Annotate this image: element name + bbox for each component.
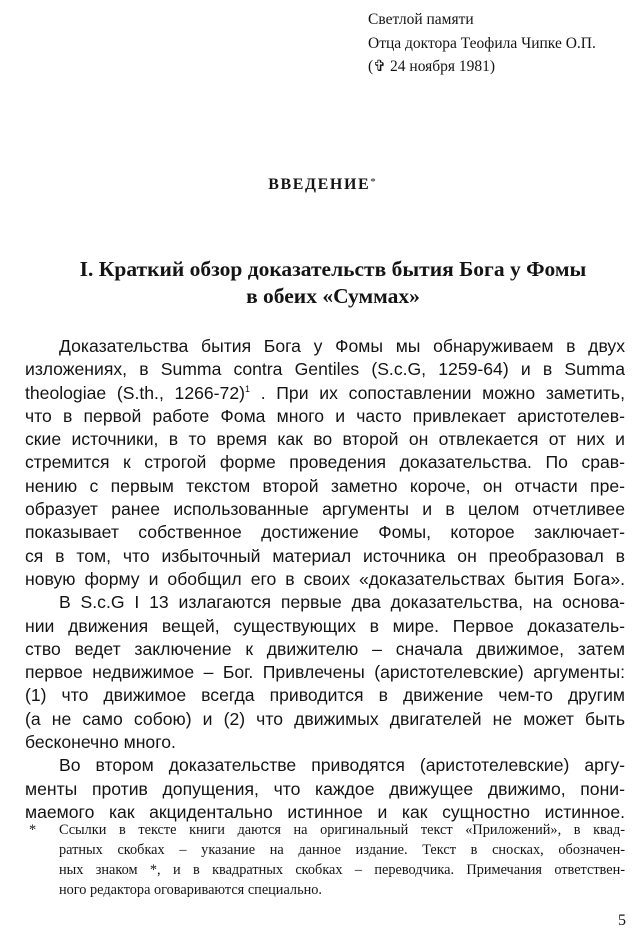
text-line: нению с первым текстом второй заметно короче, он отчасти пре- bbox=[25, 475, 625, 496]
body-text bbox=[25, 335, 625, 824]
intro-heading-text: ВВЕДЕНИЕ bbox=[268, 176, 371, 193]
intro-heading bbox=[0, 176, 644, 194]
footnote-line: ного редактора оговариваются специально. bbox=[59, 882, 322, 898]
text-line: первое недвижимое – Бог. Привлечены (аристотелевские) аргументы: bbox=[25, 662, 625, 683]
text-line: ство ведет заключение к движителю – сначала движимое, затем bbox=[25, 638, 625, 659]
text-line: новую форму и обобщил его в своих «доказательствах бытия Бога». bbox=[25, 568, 625, 589]
text-line: нии движения вещей, существующих в мире. Первое доказатель- bbox=[25, 615, 625, 636]
text-line: бесконечно много. bbox=[25, 732, 176, 753]
text-line: показывает собственное достижение Фомы, которое заключает- bbox=[25, 522, 625, 543]
footnote bbox=[25, 820, 625, 900]
intro-footnote-marker: * bbox=[370, 176, 376, 188]
text-line: Во втором доказательстве приводятся (аристотелевские) аргу- bbox=[59, 755, 625, 776]
section-title-line: I. Краткий обзор доказательств бытия Бога у Фомы bbox=[79, 257, 587, 281]
footnote-line: ных знаком *, и в квадратных скобках – переводчика. Примечания ответствен- bbox=[59, 862, 625, 878]
text-line: (а не само собою) и (2) что движимых двигателей не может быть bbox=[25, 708, 625, 729]
text-fragment: . При их сопоставлении можно заметить, bbox=[249, 382, 625, 403]
text-line bbox=[25, 382, 625, 405]
text-line: стремится к строгой форме проведения доказательства. По срав- bbox=[25, 452, 625, 473]
dedication-line: Светлой памяти bbox=[368, 11, 474, 28]
text-line: маемого как акцидентально истинное и как сущностно истинное. bbox=[25, 801, 625, 822]
text-line: образует ранее использованные аргументы и в целом отчетливее bbox=[25, 499, 625, 520]
footnote-text: Ссылки в тексте книги даются на оригинальный текст «Приложений», в квад- bbox=[59, 822, 625, 838]
dedication-line: Отца доктора Теофила Чипке О.П. bbox=[368, 34, 596, 52]
text-fragment: theologiae (S.th., 1266-72) bbox=[25, 382, 245, 403]
page-number: 5 bbox=[618, 912, 626, 929]
text-line: ские источники, в то время как во второй он отвлекается от них и bbox=[25, 429, 625, 450]
text-line: изложениях, в Summa contra Gentiles (S.c.G, 1259-64) и в Summa bbox=[25, 359, 625, 380]
paragraph bbox=[25, 335, 625, 591]
paragraph bbox=[25, 754, 625, 824]
dedication bbox=[368, 8, 596, 79]
text-line: что в первой работе Фома много и часто привлекает аристотелев- bbox=[25, 405, 625, 426]
footnote-ref: 1 bbox=[244, 383, 250, 394]
text-line: менты против допущения, что каждое движущее движимо, пони- bbox=[25, 778, 625, 799]
footnote-line: ратных скобках – указание на данное издание. Текст в сносках, обозначен- bbox=[59, 842, 625, 858]
text-line: (1) что движимое всегда приводится в движение чем-то другим bbox=[25, 685, 625, 706]
footnote-marker: * bbox=[29, 822, 37, 838]
text-line: Доказательства бытия Бога у Фомы мы обнаруживаем в двух bbox=[59, 336, 625, 356]
footnote-line bbox=[25, 820, 625, 840]
section-title-line: в обеих «Суммах» bbox=[246, 284, 420, 308]
text-line: ся в том, что избыточный материал источника он преобразовал в bbox=[25, 545, 625, 566]
section-title bbox=[40, 256, 626, 310]
dedication-line: (✞ 24 ноября 1981) bbox=[368, 58, 496, 75]
paragraph bbox=[25, 591, 625, 754]
text-line: В S.c.G I 13 излагаются первые два доказательства, на основа- bbox=[59, 592, 625, 613]
